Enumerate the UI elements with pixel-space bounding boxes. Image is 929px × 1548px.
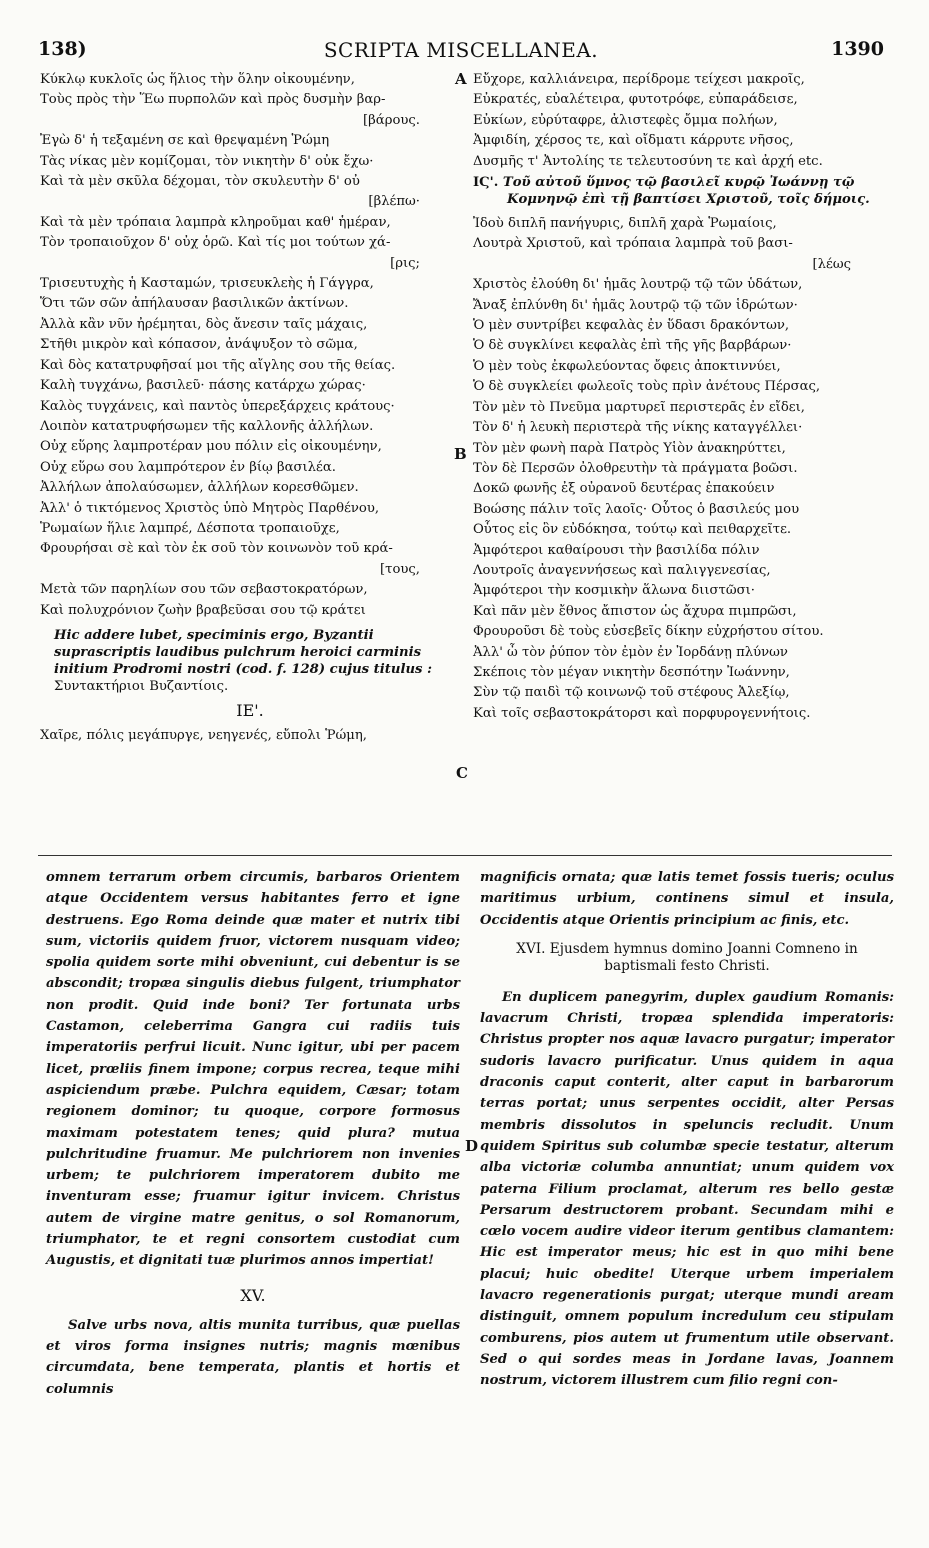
left-latin-column: [46, 867, 460, 1400]
verse-line: Ἄναξ ἐπλύνθη δι' ἡμᾶς λουτρῷ τῷ τῶν ἱδρώτων·: [473, 297, 798, 313]
verse-line: Καὶ τὰ μὲν σκῦλα δέχομαι, τὸν σκυλευτὴν δ' οὐ: [40, 174, 360, 190]
verse-line: Ἀμφότεροι καθαίρουσι τὴν βασιλίδα πόλιν: [473, 542, 760, 558]
poem-title-text: Τοῦ αὐτοῦ ὕμνος τῷ βασιλεῖ κυρῷ Ἰωάννῃ τῷ Κομνηνῷ ἐπὶ τῇ βαπτίσει Χριστοῦ, τοῖς δήμοις.: [502, 175, 870, 208]
verse-line: Σκέποις τὸν μέγαν νικητὴν δεσπότην Ἰωάννην,: [473, 664, 790, 680]
verse-line: Τρισευτυχὴς ἡ Κασταμών, τρισευκλεὴς ἡ Γάγγρα,: [40, 276, 374, 292]
verse-line: Ἐγὼ δ' ἡ τεξαμένη σε καὶ θρεψαμένη Ῥώμη: [40, 133, 330, 149]
verse-line: Τὸν δὲ Περσῶν ὀλοθρευτὴν τὰ πράγματα βοῶσι.: [473, 460, 798, 476]
verse-line: Ἀλλ' ὁ τικτόμενος Χριστὸς ὑπὸ Μητρὸς Παρθένου,: [40, 500, 380, 516]
verse-line: Κύκλῳ κυκλοῖς ὡς ἥλιος τὴν ὅλην οἰκουμένην,: [40, 72, 355, 87]
verse-line: Ῥωμαίων ἥλιε λαμπρέ, Δέσποτα τροπαιοῦχε,: [40, 520, 340, 536]
verse-line: Στῆθι μικρὸν καὶ κόπασον, ἀνάψυξον τὸ σῶμα,: [40, 337, 358, 353]
verse-line: Τὸν μὲν φωνὴ παρὰ Πατρὸς Υἱὸν ἀνακηρύττει,: [473, 440, 786, 456]
verse-line: [βλέπω·: [368, 194, 420, 210]
verse-line: Ὅτι τῶν σῶν ἀπήλαυσαν βασιλικῶν ἀκτίνων.: [40, 296, 349, 312]
right-greek-column: [473, 70, 891, 724]
verse-line: Χαῖρε, πόλις μεγάπυργε, νεηγενές, εὔπολι Ῥώμη,: [40, 727, 367, 743]
verse-line: Οὐχ εὕρης λαμπροτέραν μου πόλιν εἰς οἰκουμένην,: [40, 439, 382, 455]
editorial-note: [54, 627, 460, 695]
verse-line: [βάρους.: [363, 112, 420, 128]
verse-line: Ἀλλήλων ἀπολαύσωμεν, ἀλλήλων κορεσθῶμεν.: [40, 480, 359, 496]
poem-number-16: ΙϚ'.: [473, 175, 499, 191]
verse-line: Φρουρήσαι σὲ καὶ τὸν ἐκ σοῦ τὸν κοινωνὸν τοῦ κρά-: [40, 541, 393, 557]
right-greek-verses-top: [473, 70, 891, 172]
verse-line: Ἀλλ' ὦ τὸν ῥύπον τὸν ἐμὸν ἐν Ἰορδάνῃ πλύνων: [473, 644, 788, 660]
verse-line: Καὶ πᾶν μὲν ἔθνος ἄπιστον ὡς ἄχυρα πιμπρῶσι,: [473, 603, 797, 619]
verse-line: Βοώσης πάλιν τοῖς λαοῖς· Οὗτος ὁ βασιλεύς μου: [473, 501, 800, 517]
verse-line: [λέως: [812, 256, 851, 272]
left-greek-verses: [40, 70, 460, 621]
verse-line: Εὐκίων, εὐρύταφρε, ἀλιστεφὲς ὄμμα πολήων,: [473, 112, 778, 128]
margin-letter-c: C: [456, 764, 468, 782]
verse-line: Εὐκρατές, εὐαλέτειρα, φυτοτρόφε, εὐπαράδεισε,: [473, 92, 798, 108]
verse-line: Ἀλλὰ κἂν νῦν ἠρέμηται, δὸς ἄνεσιν ταῖς μάχαις,: [40, 316, 368, 332]
verse-line: Λοιπὸν κατατρυφήσωμεν τῆς καλλονῆς ἀλλήλων.: [40, 418, 374, 434]
latin-translation-paragraph: magnificis ornata; quæ latis temet fossis tueris; oculus maritimus urbium, continens simul et insula, Occidentis atque Orientis principium ac finis, etc.: [480, 870, 894, 928]
note-greek-title: Συντακτήριοι Βυζαντίοις.: [54, 678, 229, 694]
verse-line: Φρουροῦσι δὲ τοὺς εὐσεβεῖς δίκην εὐχρήστου σίτου.: [473, 624, 824, 640]
page-header: [38, 38, 884, 66]
verse-line: Καὶ πολυχρόνιον ζωὴν βραβεῦσαι σου τῷ κράτει: [40, 602, 366, 618]
right-latin-column: [480, 867, 894, 1392]
verse-line: [τους,: [380, 561, 420, 577]
latin-heading-16: XVI. Ejusdem hymnus domino Joanni Comneno in baptismali festo Christi.: [516, 940, 858, 974]
verse-line: Εὔχορε, καλλιάνειρα, περίδρομε τείχεσι μακροῖς,: [473, 72, 805, 87]
verse-line: Χριστὸς ἐλούθη δι' ἡμᾶς λουτρῷ τῷ τῶν ὑδάτων,: [473, 277, 803, 293]
latin-heading-15: XV.: [240, 1285, 266, 1305]
verse-line: Τὰς νίκας μὲν κομίζομαι, τὸν νικητὴν δ' οὐκ ἔχω·: [40, 153, 374, 169]
running-title: SCRIPTA MISCELLANEA.: [323, 38, 599, 62]
verse-line: Δυσμῆς τ' Ἀντολίης τε τελευτοσύνη τε καὶ ἀρχή etc.: [473, 153, 823, 169]
latin-translation-paragraph: En duplicem panegyrim, duplex gaudium Romanis: lavacrum Christi, tropæa splendida imperatoris: Christus propter nos aquæ lavacro purgatur; imperator sudoris lavacro purificatur. Unus quidem in aqua draconis caput conterit, alter caput in barbarorum terras portat; unus serpentes occidit, alter Persas membris dissolutos in speluncis recludit. Unum quidem Spiritus sub columbæ specie testatur, alterum alba victoriæ columba annuntiat; unum quidem vox paterna Filium proclamat, alterum res bello gestæ Persarum destructorem probant. Secundam mihi e cœlo vocem audire videor iterum gentibus clamantem: Hic est imperator meus; hic est in quo mihi bene placui; huic obedite! Uterque urbem imperialem lavacro regenerationis purgat; uterque mundi aream distinguit, omnem populum incredulum ceu stipulam comburens, pios autem ut frumentum utile observant. Sed o qui sordes meas in Jordane lavas, Joannem nostrum, victorem illustrem cum filio regni con-: [480, 989, 894, 1389]
verse-line: Καλὴ τυγχάνω, βασιλεῦ· πάσης κατάρχω χώρας·: [40, 378, 366, 394]
right-greek-verses: [473, 214, 891, 724]
verse-line: Λουτροῖς ἀναγεννήσεως καὶ παλιγγενεσίας,: [473, 562, 771, 578]
latin-translation-paragraph: Salve urbs nova, altis munita turribus, quæ puellas et viros forma insignes nutris; magnis mœnibus circumdata, bene temperata, plantis et hortis et columnis: [46, 1317, 460, 1397]
page-number-right: 1390: [831, 38, 884, 60]
verse-line: Οὗτος εἰς ὃν εὐδόκησα, τούτῳ καὶ πειθαρχεῖτε.: [473, 522, 792, 538]
verse-line: Ὁ μὲν συντρίβει κεφαλὰς ἐν ὕδασι δρακόντων,: [473, 318, 790, 334]
verse-line: Οὐχ εὕρω σου λαμπρότερον ἐν βίῳ βασιλέα.: [40, 459, 336, 475]
verse-line: Καὶ δὸς κατατρυφῆσαί μοι τῆς αἴγλης σου τῆς θείας.: [40, 357, 396, 373]
note-latin: Hic addere lubet, speciminis ergo, Byzantii suprascriptis laudibus pulchrum heroici carminis initium Prodromi nostri (cod. f. 128) cujus titulus :: [54, 627, 432, 677]
verse-line: Καὶ τὰ μὲν τρόπαια λαμπρὰ κληροῦμαι καθ' ἡμέραν,: [40, 214, 391, 230]
verse-line: Καλὸς τυγχάνεις, καὶ παντὸς ὑπερεξάρχεις κράτους·: [40, 398, 395, 414]
verse-line: Τοὺς πρὸς τὴν Ἕω πυρπολῶν καὶ πρὸς δυσμὴν βαρ-: [40, 92, 386, 108]
verse-line: [ρις;: [390, 255, 420, 271]
margin-letter-d: D: [465, 1137, 479, 1155]
verse-line: Τὸν μὲν τὸ Πνεῦμα μαρτυρεῖ περιστερᾶς ἐν εἴδει,: [473, 399, 805, 415]
latin-translation-paragraph: omnem terrarum orbem circumis, barbaros Orientem atque Occidentem versus habitantes ferro et igne destruens. Ego Roma deinde quæ mater et nutrix tibi sum, victoriis quidem fruor, victorem nusquam video; spolia quidem sorte mihi obveniunt, cui debentur is se abscondit; tropæa singulis diebus fulgent, triumphator non prodit. Quid inde boni? Ter fortunata urbs Castamon, celeberrima Gangra cui radiis tuis imperatoriis perfrui licuit. Nunc igitur, ubi per pacem licet, prœliis finem impone; corpus recrea, teque mihi aspiciendum præbe. Pulchra equidem, Cæsar; totam regionem dominor; tu quoque, corpore formosus maximam potestatem tenes; quid plura? mutua pulchritudine fruamur. Me pulchriorem non invenies urbem; te pulchriorem imperatorem dubito me inventuram esse; fruamur igitur invicem. Christus autem de virgine matre genitus, o sol Romanorum, triumphator, te et regni consortem custodiat cum Augustis, et dignitati tuæ plurimos annos impertiat!: [46, 870, 460, 1269]
verse-line: Δοκῶ φωνῆς ἐξ οὐρανοῦ δευτέρας ἐπακούειν: [473, 481, 775, 497]
verse-line: Ἰδοὺ διπλῆ πανήγυρις, διπλῆ χαρὰ Ῥωμαίοις,: [473, 216, 777, 232]
verse-line: Ἀμφιδίη, χέρσος τε, καὶ οἴδματι κάρρυτε νῆσος,: [473, 133, 794, 149]
margin-letter-b: B: [454, 445, 467, 463]
column-separator-rule: [38, 855, 892, 856]
verse-line: Ὁ δὲ συγκλίνει κεφαλὰς ἐπὶ τῆς γῆς βαρβάρων·: [473, 338, 792, 354]
verse-line: Μετὰ τῶν παρηλίων σου τῶν σεβαστοκρατόρων,: [40, 582, 368, 598]
verse-line: Ἀμφότεροι τὴν κοσμικὴν ἅλωνα διιστῶσι·: [473, 583, 755, 599]
verse-line: Τὸν τροπαιοῦχον δ' οὐχ ὁρῶ. Καὶ τίς μοι τούτων χά-: [40, 235, 391, 251]
verse-line: Ὁ μὲν τοὺς ἐκφωλεύοντας ὄφεις ἀποκτιννύει,: [473, 358, 781, 374]
verse-line: Ὁ δὲ συγκλείει φωλεοῖς τοὺς πρὶν ἀνέτους Πέρσας,: [473, 379, 821, 395]
margin-letter-a: A: [455, 70, 467, 88]
verse-line: Καὶ τοῖς σεβαστοκράτορσι καὶ πορφυρογεννήτοις.: [473, 705, 811, 721]
poem-heading-15: ΙΕ'.: [236, 700, 264, 720]
page-number-left: 138): [38, 38, 87, 60]
left-greek-column: [40, 70, 460, 746]
verse-line: Σὺν τῷ παιδὶ τῷ κοινωνῷ τοῦ στέφους Ἀλεξίῳ,: [473, 685, 790, 701]
poem-title-16: [473, 174, 891, 208]
verse-line: Λουτρὰ Χριστοῦ, καὶ τρόπαια λαμπρὰ τοῦ βασι-: [473, 236, 793, 252]
verse-line: Τὸν δ' ἡ λευκὴ περιστερὰ τῆς νίκης καταγγέλλει·: [473, 420, 803, 436]
